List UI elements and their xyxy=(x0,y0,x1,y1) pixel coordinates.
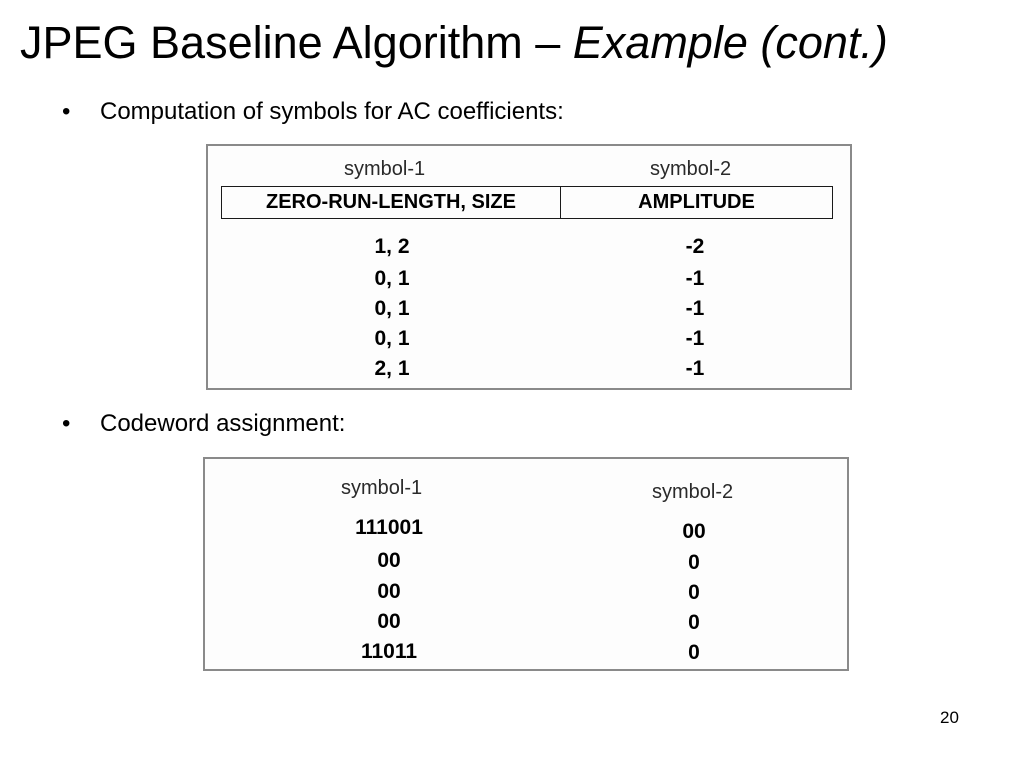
symbols-row-2-symbol2: -1 xyxy=(685,267,705,290)
bullet-text: Computation of symbols for AC coefficients: xyxy=(100,98,564,125)
header-amplitude: AMPLITUDE xyxy=(638,191,755,213)
codeword-table xyxy=(203,457,849,671)
codeword-row-1-symbol1: 111001 xyxy=(355,516,423,539)
codeword-col2-caption: symbol-2 xyxy=(652,481,734,503)
symbols-row-5-symbol2: -1 xyxy=(685,357,705,380)
symbols-row-2-symbol1: 0, 1 xyxy=(374,267,410,290)
codeword-row-4-symbol2: 0 xyxy=(688,611,700,634)
symbols-row-1-symbol1: 1, 2 xyxy=(374,235,410,258)
bullet-marker: • xyxy=(62,98,71,125)
symbols-col2-caption: symbol-2 xyxy=(650,158,732,180)
codeword-row-3-symbol1: 00 xyxy=(377,580,401,603)
symbols-col1-caption: symbol-1 xyxy=(344,158,426,180)
codeword-row-4-symbol1: 00 xyxy=(377,610,401,633)
symbols-row-3-symbol1: 0, 1 xyxy=(374,297,410,320)
title-italic: Example (cont.) xyxy=(572,17,888,68)
bullet-marker: • xyxy=(62,410,71,437)
slide-title xyxy=(20,18,888,68)
page-number: 20 xyxy=(940,708,959,727)
codeword-row-5-symbol2: 0 xyxy=(688,641,700,664)
symbols-table xyxy=(206,144,852,390)
title-main: JPEG Baseline Algorithm – xyxy=(20,17,573,68)
symbols-row-4-symbol1: 0, 1 xyxy=(374,327,410,350)
symbols-row-5-symbol1: 2, 1 xyxy=(374,357,410,380)
symbols-row-1-symbol2: -2 xyxy=(685,235,705,258)
symbols-header-row xyxy=(221,186,833,219)
codeword-row-5-symbol1: 11011 xyxy=(360,640,418,663)
codeword-row-2-symbol2: 0 xyxy=(688,551,700,574)
symbols-row-3-symbol2: -1 xyxy=(685,297,705,320)
bullet-text: Codeword assignment: xyxy=(100,410,346,437)
header-zero-run-length-size: ZERO-RUN-LENGTH, SIZE xyxy=(222,187,561,218)
codeword-col1-caption: symbol-1 xyxy=(341,477,423,499)
symbols-row-4-symbol2: -1 xyxy=(685,327,705,350)
codeword-row-2-symbol1: 00 xyxy=(377,549,401,572)
codeword-row-3-symbol2: 0 xyxy=(688,581,700,604)
codeword-row-1-symbol2: 00 xyxy=(682,520,706,543)
